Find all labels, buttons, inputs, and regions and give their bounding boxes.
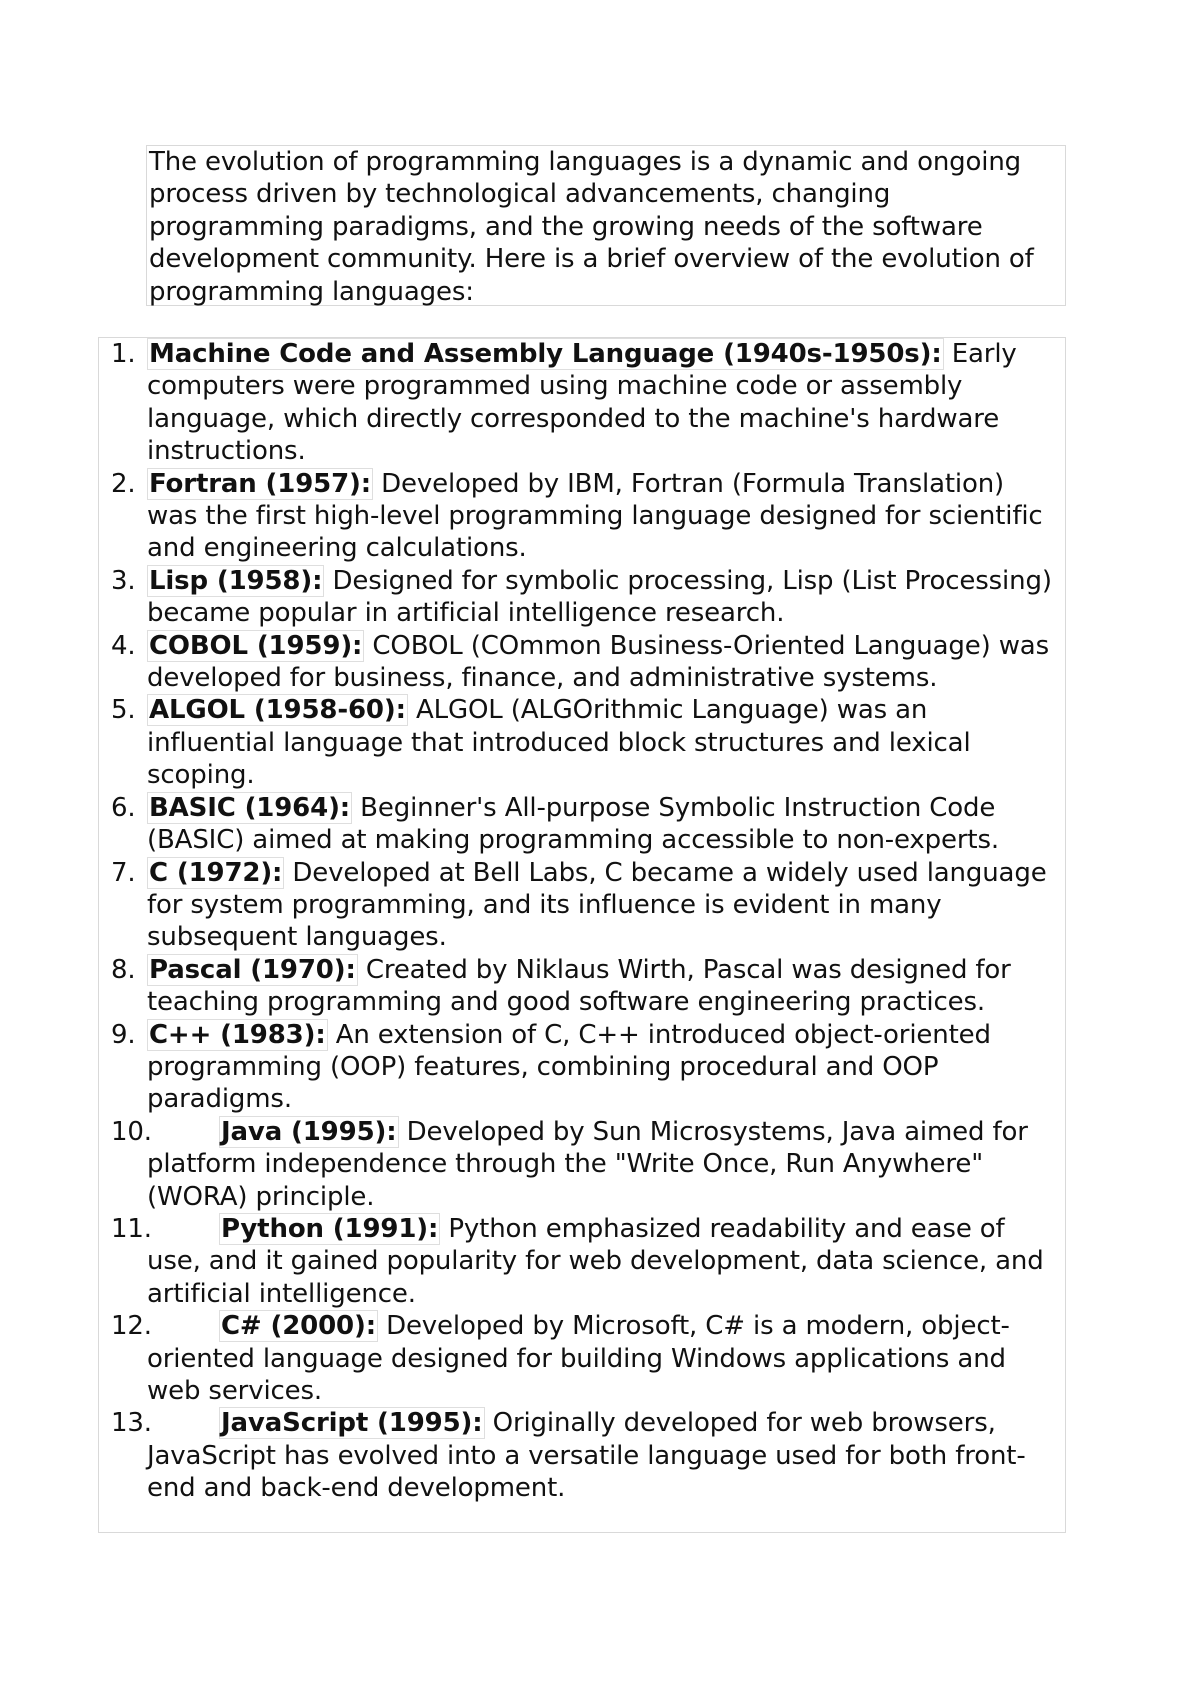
list-item-term: C# (2000): [221, 1311, 376, 1342]
list-item [99, 694, 1065, 791]
list-item [99, 857, 1065, 954]
list-item-text: Developed by Sun Microsystems, Java aimed for platform independence through the "Write Once, Run Anywhere" (WORA) principle. [147, 1116, 1028, 1212]
list-item [99, 468, 1065, 565]
list-item-term: ALGOL (1958-60): [149, 695, 406, 726]
list-item-text: ALGOL (ALGOrithmic Language) was an influential language that introduced block structures and lexical scoping. [147, 695, 971, 791]
list-item [99, 1019, 1065, 1116]
list-item-number: 11. [111, 1213, 152, 1244]
list-item [99, 565, 1065, 630]
list-item-term: Lisp (1958): [149, 565, 323, 596]
list-item [99, 1213, 1065, 1310]
list-item [99, 1116, 1065, 1213]
list-item-term: JavaScript (1995): [221, 1408, 483, 1439]
list-item [99, 1310, 1065, 1407]
list-item-number: 13. [111, 1408, 152, 1439]
list-item-text: Python emphasized readability and ease of use, and it gained popularity for web development, data science, and artificial intelligence. [147, 1213, 1044, 1309]
list-item-term: C++ (1983): [149, 1019, 326, 1050]
list-item-term: Fortran (1957): [149, 468, 372, 499]
list-item [99, 792, 1065, 857]
intro-paragraph: The evolution of programming languages is a dynamic and ongoing process driven by technological advancements, changing programming paradigms, and the growing needs of the software development community. Here is a brief overview of the evolution of programming languages: [149, 147, 1034, 307]
list-item-number: 6. [111, 792, 136, 823]
list-item-number: 1. [111, 339, 136, 369]
list-item-number: 7. [111, 857, 136, 888]
list-item-term: Python (1991): [221, 1213, 439, 1244]
list-item-number: 5. [111, 695, 136, 726]
list-item-number: 8. [111, 954, 136, 985]
list-item-term: Java (1995): [221, 1116, 397, 1147]
list-item-text: Developed by Microsoft, C# is a modern, object-oriented language designed for building Windows applications and web services. [147, 1311, 1010, 1406]
list-item-number: 9. [111, 1019, 136, 1050]
list-item-text: Created by Niklaus Wirth, Pascal was designed for teaching programming and good software engineering practices. [147, 954, 1011, 1018]
list-item-text: Originally developed for web browsers, JavaScript has evolved into a versatile language used for both front-end and back-end development. [147, 1408, 1026, 1504]
list-item [99, 954, 1065, 1019]
list-item [99, 1407, 1065, 1504]
list-item-term: C (1972): [149, 857, 283, 888]
list-item [99, 338, 1065, 468]
list-item-text: Developed at Bell Labs, C became a widely used language for system programming, and its influence is evident in many subsequent languages. [147, 857, 1047, 953]
list-item-number: 4. [111, 630, 136, 661]
list-item-term: Machine Code and Assembly Language (1940s-1950s): [149, 339, 942, 369]
list-item-number: 2. [111, 468, 136, 499]
list-item-number: 10. [111, 1116, 152, 1147]
list-item-number: 12. [111, 1311, 152, 1342]
list-item-number: 3. [111, 565, 136, 596]
list-item-text: An extension of C, C++ introduced object-oriented programming (OOP) features, combining procedural and OOP paradigms. [147, 1019, 991, 1115]
list-item-text: Early computers were programmed using machine code or assembly language, which directly corresponded to the machine's hardware instructions. [147, 339, 1017, 467]
intro-paragraph-box [146, 145, 1066, 306]
list-item-term: COBOL (1959): [149, 630, 363, 661]
list-item-term: BASIC (1964): [149, 792, 351, 823]
list-item [99, 630, 1065, 695]
list-item-text: Designed for symbolic processing, Lisp (List Processing) became popular in artificial intelligence research. [147, 565, 1052, 629]
list-item-text: Beginner's All-purpose Symbolic Instruction Code (BASIC) aimed at making programming accessible to non-experts. [147, 792, 999, 856]
language-list [98, 337, 1066, 1533]
list-item-text: COBOL (COmmon Business-Oriented Language) was developed for business, finance, and administrative systems. [147, 630, 1049, 694]
list-item-text: Developed by IBM, Fortran (Formula Translation) was the first high-level programming language designed for scientific and engineering calculations. [147, 468, 1043, 564]
list-item-term: Pascal (1970): [149, 954, 356, 985]
